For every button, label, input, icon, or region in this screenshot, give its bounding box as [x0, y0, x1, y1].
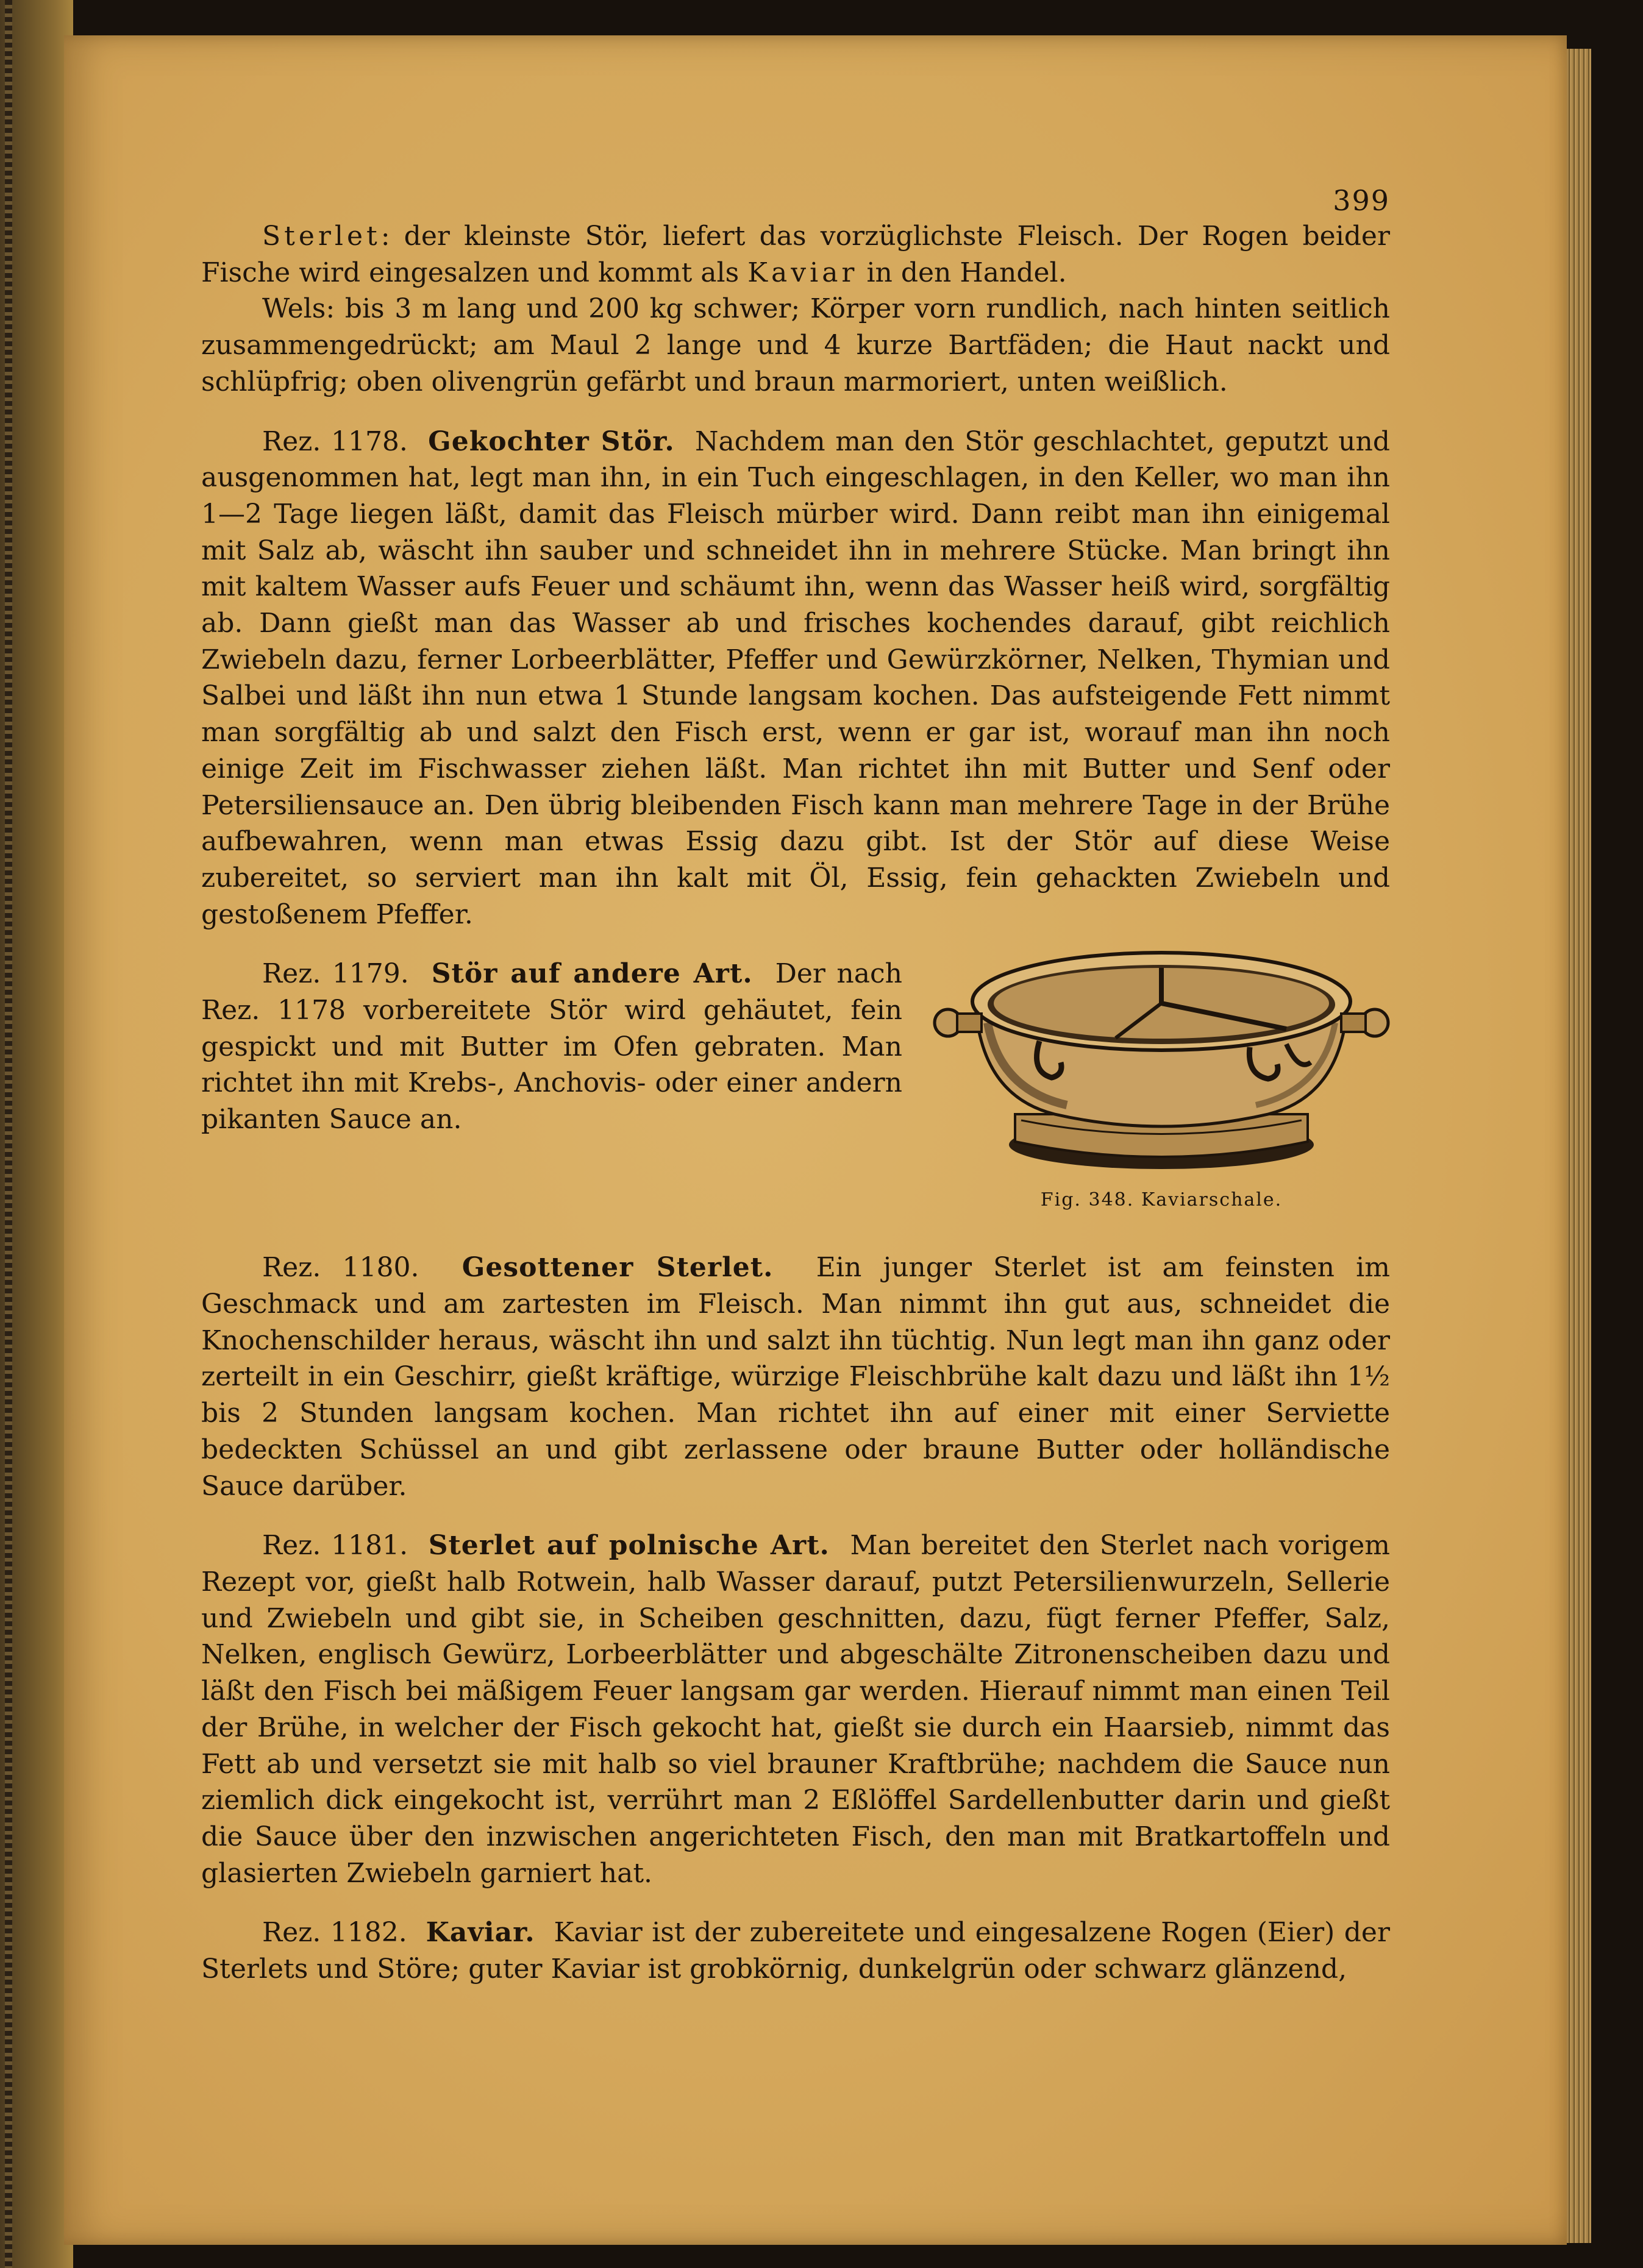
recipe-number: Rez. 1180. — [262, 1252, 419, 1284]
sterlet-term: Sterlet — [262, 221, 381, 252]
recipe-number: Rez. 1179. — [262, 958, 409, 990]
page-text — [201, 146, 1390, 1988]
right-handle — [1341, 1014, 1366, 1032]
recipe-text: Der nach Rez. 1178 vorbereitete Stör wird gehäutet, fein gespickt und mit Butter im Ofen gebraten. Man richtet ihn mit Krebs-, Anchovis- oder einer andern pikanten Sauce an. — [201, 958, 902, 1136]
sterlet-paragraph — [201, 218, 1390, 291]
recipe-text: Kaviar ist der zubereitete und eingesalzene Rogen (Eier) der Sterlets und Störe; guter Kaviar ist grobkörnig, dunkelgrün oder schwarz glänzend, — [201, 1917, 1391, 1985]
binding-stitch — [5, 0, 12, 2268]
page-edges — [1567, 49, 1591, 2243]
figure-caption: Fig. 348. Kaviarschale. — [1040, 1189, 1283, 1210]
kaviar-term: Kaviar — [747, 257, 858, 288]
recipe-text: Ein junger Sterlet ist am feinsten im Geschmack und am zartesten im Fleisch. Man nimmt ihn gut aus, schneidet die Knochenschilder heraus, wäscht ihn und salzt ihn tüchtig. Nun legt man ihn ganz oder zerteilt in ein Geschirr, gießt kräftige, würzige Fleischbrühe kalt dazu und läßt ihn 1½ bis 2 Stunden langsam kochen. Man richtet ihn auf einer mit einer Serviette bedeckten Schüssel an und gibt zerlassene oder braune Butter oder holländische Sauce darüber. — [201, 1252, 1390, 1502]
recipe-1178 — [201, 424, 1390, 933]
recipe-title: Stör auf andere Art. — [431, 958, 753, 990]
recipe-number: Rez. 1178. — [262, 425, 408, 457]
recipe-title: Sterlet auf polnische Art. — [428, 1530, 830, 1562]
left-handle — [957, 1014, 982, 1032]
recipe-number: Rez. 1182. — [262, 1917, 407, 1949]
recipe-1181 — [201, 1527, 1390, 1891]
caviar-bowl-icon — [933, 937, 1390, 1181]
figure-caviar-bowl — [933, 937, 1390, 1218]
recipe-text: Nachdem man den Stör geschlachtet, geputzt und ausgenommen hat, legt man ihn, in ein Tuch eingeschlagen, in den Keller, wo man ihn 1—2 Tage liegen läßt, damit das Fleisch mürber wird. Dann reibt man ihn einigemal mit Salz ab, wäscht ihn sauber und schneidet ihn in mehrere Stücke. Man bringt ihn mit kaltem Wasser aufs Feuer und schäumt ihn, wenn das Wasser heiß wird, sorgfältig ab. Dann gießt man das Wasser ab und frisches kochendes darauf, gibt reichlich Zwiebeln dazu, ferner Lorbeerblätter, Pfeffer und Gewürzkörner, Nelken, Thymian und Salbei und läßt ihn nun etwa 1 Stunde langsam kochen. Das aufsteigende Fett nimmt man sorgfältig ab und salzt den Fisch erst, wenn er gar ist, worauf man ihn noch einige Zeit im Fischwasser ziehen läßt. Man richtet ihn mit Butter und Senf oder Petersiliensauce an. Den übrig bleibenden Fisch kann man mehrere Tage in der Brühe aufbewahren, wenn man etwas Essig dazu gibt. Ist der Stör auf diese Weise zubereitet, so serviert man ihn kalt mit Öl, Essig, fein gehackten Zwiebeln und gestoßenem Pfeffer. — [201, 425, 1390, 930]
sterlet-tail: in den Handel. — [858, 257, 1067, 288]
page-number: 399 — [1333, 184, 1390, 217]
recipe-1180 — [201, 1250, 1390, 1504]
recipe-title: Gekochter Stör. — [428, 425, 675, 457]
sterlet-text: : der kleinste Stör, liefert das vorzüglichste Fleisch. Der Rogen beider Fische wird eingesalzen und kommt als — [201, 221, 1390, 288]
wels-paragraph: Wels: bis 3 m lang und 200 kg schwer; Körper vorn rundlich, nach hinten seitlich zusammengedrückt; am Maul 2 lange und 4 kurze Bartfäden; die Haut nackt und schlüpfrig; oben olivengrün gefärbt und braun marmoriert, unten weißlich. — [201, 293, 1390, 397]
recipe-number: Rez. 1181. — [262, 1530, 408, 1562]
recipe-title: Kaviar. — [426, 1917, 535, 1949]
recipe-text: Man bereitet den Sterlet nach vorigem Rezept vor, gießt halb Rotwein, halb Wasser darauf, putzt Petersilienwurzeln, Sellerie und Zwiebeln und gibt sie, in Scheiben geschnitten, dazu, fügt ferner Pfeffer, Salz, Nelken, englisch Gewürz, Lorbeerblätter und abgeschälte Zitronenscheiben dazu und läßt den Fisch bei mäßigem Feuer langsam gar werden. Hierauf nimmt man einen Teil der Brühe, in welcher der Fisch gekocht hat, gießt sie durch ein Haarsieb, nimmt das Fett ab und versetzt sie mit halb so viel brauner Kraftbrühe; nachdem die Sauce nun ziemlich dick eingekocht ist, verrührt man 2 Eßlöffel Sardellenbutter darin und gießt die Sauce über den inzwischen angerichteten Fisch, den man mit Bratkartoffeln und glasierten Zwiebeln garniert hat. — [201, 1530, 1390, 1889]
recipe-1182 — [201, 1914, 1390, 1987]
recipe-title: Gesottener Sterlet. — [462, 1252, 774, 1284]
book-gutter — [0, 0, 73, 2268]
